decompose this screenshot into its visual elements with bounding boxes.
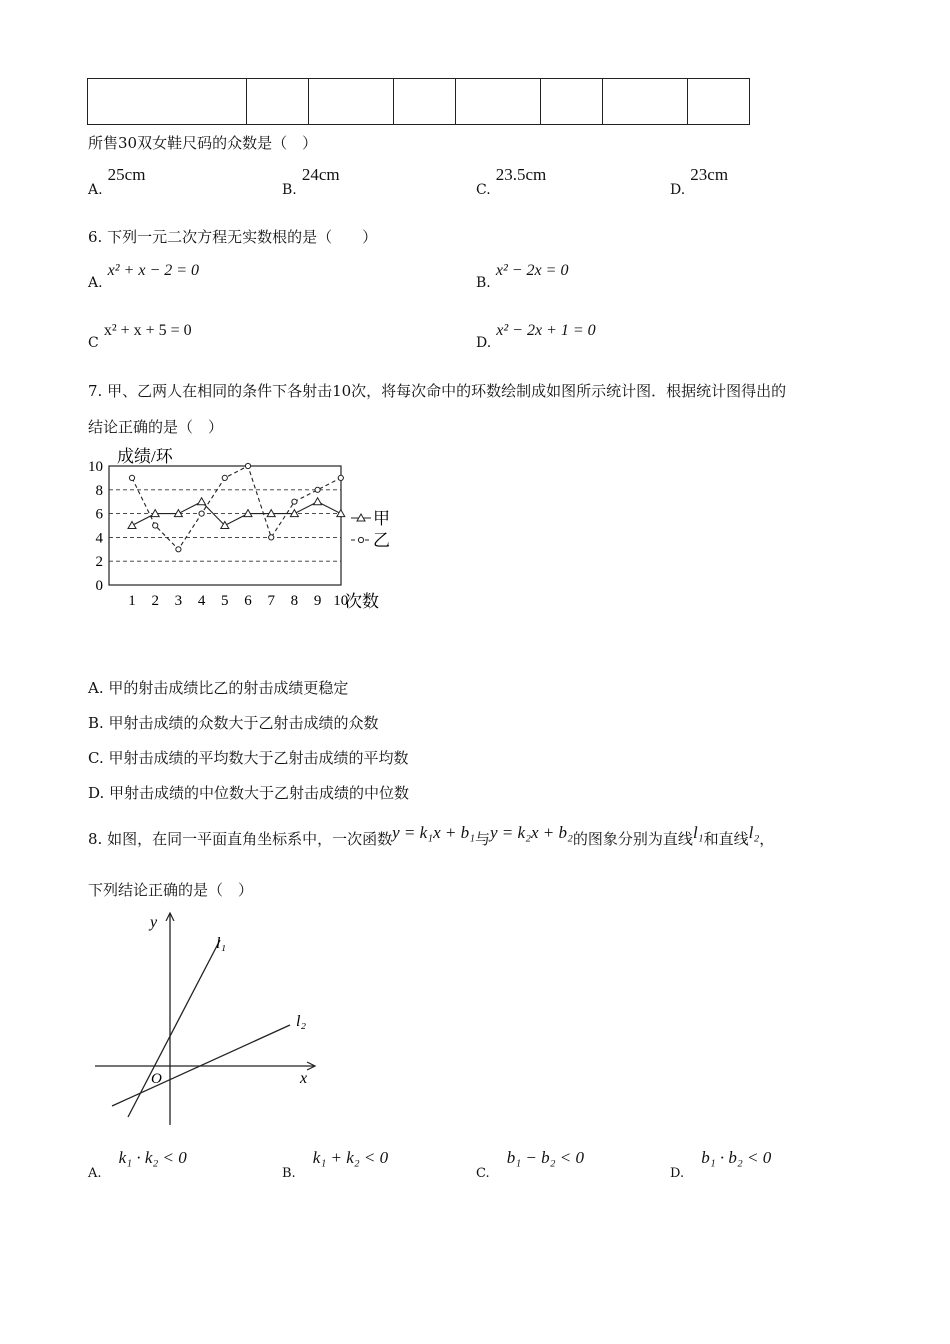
- option-text: x² − 2x = 0: [495, 262, 569, 279]
- x-tick-label: 3: [174, 593, 183, 609]
- option-label: D.: [476, 335, 492, 351]
- l2-label: l₂: [296, 1013, 307, 1030]
- x-tick-label: 2: [151, 593, 159, 609]
- option-label: C: [88, 335, 99, 351]
- q5-stem: 所售30双女鞋尺码的众数是（ ）: [88, 134, 318, 152]
- legend-label: 甲: [373, 509, 390, 528]
- q6-option-c[interactable]: [88, 320, 192, 351]
- q8-stem-mid2: 的图象分别为直线: [572, 830, 693, 848]
- option-text: x² + x + 5 = 0: [103, 322, 192, 339]
- data-point-circle: [199, 511, 204, 516]
- x-axis-label: x: [300, 1070, 308, 1087]
- y-tick-label: 6: [95, 506, 103, 523]
- q5-option-a[interactable]: [88, 165, 146, 198]
- table-cell: [247, 79, 309, 125]
- q6-option-d[interactable]: [476, 320, 596, 351]
- legend-label: 乙: [373, 531, 390, 550]
- data-point-circle: [315, 487, 320, 492]
- option-text: b₁ − b₂ < 0: [506, 1148, 584, 1167]
- l1-label: l₁: [216, 935, 227, 952]
- data-point-triangle: [128, 522, 136, 529]
- option-text: 23.5cm: [495, 165, 547, 184]
- option-text: 24cm: [301, 165, 340, 184]
- data-point-circle: [129, 475, 134, 480]
- option-text: 23cm: [690, 165, 729, 184]
- table-cell: [88, 79, 247, 125]
- x-axis-label: 次数: [345, 592, 379, 611]
- x-tick-label: 7: [267, 593, 275, 609]
- data-point-circle: [338, 475, 343, 480]
- q8-stem-mid1: 与: [475, 830, 491, 848]
- q6-option-a[interactable]: [88, 260, 200, 291]
- y-tick-label: 0: [95, 578, 103, 594]
- option-text: b₁ · b₂ < 0: [701, 1148, 772, 1167]
- table-row: [88, 79, 750, 125]
- x-tick-label: 5: [221, 593, 229, 609]
- option-text: k₁ + k₂ < 0: [312, 1148, 389, 1167]
- option-text: x² − 2x + 1 = 0: [496, 322, 596, 339]
- origin-label: O: [151, 1071, 162, 1087]
- data-point-circle: [245, 463, 250, 468]
- q8-formula-1: y = k₁x + b₁: [392, 823, 475, 842]
- series-line-2: [132, 466, 341, 549]
- y-tick-label: 8: [95, 482, 103, 499]
- y-axis-label: 成绩/环: [117, 447, 173, 466]
- q5-option-d[interactable]: [670, 165, 729, 198]
- option-label: C.: [476, 182, 491, 198]
- option-label: D.: [670, 182, 686, 198]
- option-label: B.: [282, 1166, 296, 1181]
- table-cell: [309, 79, 394, 125]
- q8-stem-pre: 8. 如图，在同一平面直角坐标系中，一次函数: [88, 830, 393, 848]
- table-cell: [541, 79, 603, 125]
- table-cell: [603, 79, 688, 125]
- data-point-circle: [176, 547, 181, 552]
- data-point-triangle: [314, 498, 322, 505]
- table-cell: [394, 79, 456, 125]
- q7-option-a[interactable]: A. 甲的射击成绩比乙的射击成绩更稳定: [88, 679, 349, 697]
- option-label: A.: [88, 1166, 102, 1181]
- y-tick-label: 10: [88, 459, 103, 475]
- q8-stem-mid3: 和直线: [703, 830, 749, 848]
- y-tick-label: 4: [95, 530, 103, 547]
- table-cell: [456, 79, 541, 125]
- q8-formula-2: y = k₂x + b₂: [490, 823, 573, 842]
- shooting-scores-chart: [85, 440, 415, 620]
- q8-line-l2: l₂: [748, 823, 760, 842]
- q8-stem-line1: [88, 818, 774, 848]
- data-point-circle: [269, 535, 274, 540]
- q8-option-a[interactable]: [88, 1148, 187, 1181]
- q8-line-l1: l₁: [692, 823, 704, 842]
- q7-option-c[interactable]: C. 甲射击成绩的平均数大于乙射击成绩的平均数: [88, 749, 409, 767]
- data-point-triangle: [337, 510, 345, 517]
- option-text: 25cm: [107, 165, 146, 184]
- option-label: B.: [476, 275, 491, 291]
- x-tick-label: 4: [197, 593, 206, 609]
- coordinate-graph: [90, 905, 330, 1135]
- q7-option-b[interactable]: B. 甲射击成绩的众数大于乙射击成绩的众数: [88, 714, 379, 732]
- option-label: B.: [282, 182, 297, 198]
- x-tick-label: 6: [244, 593, 252, 609]
- data-point-triangle: [198, 498, 206, 505]
- q7-stem-line2: 结论正确的是（ ）: [88, 418, 224, 436]
- x-tick-label: 9: [313, 593, 322, 609]
- q8-option-c[interactable]: [476, 1148, 584, 1181]
- q7-option-d[interactable]: D. 甲射击成绩的中位数大于乙射击成绩的中位数: [88, 784, 410, 802]
- q5-option-b[interactable]: [282, 165, 340, 198]
- option-label: A.: [88, 182, 103, 198]
- x-tick-label: 1: [128, 593, 136, 609]
- q8-stem-line2: 下列结论正确的是（ ）: [88, 881, 254, 899]
- option-label: A.: [88, 275, 103, 291]
- shoe-size-table: [87, 78, 750, 125]
- q8-option-d[interactable]: [670, 1148, 772, 1181]
- option-label: C.: [476, 1166, 490, 1181]
- table-cell: [688, 79, 750, 125]
- q5-option-c[interactable]: [476, 165, 547, 198]
- x-tick-label: 8: [290, 593, 299, 609]
- x-tick-label: 10: [333, 593, 349, 609]
- q6-stem: 6. 下列一元二次方程无实数根的是（ ）: [88, 228, 378, 246]
- option-text: k₁ · k₂ < 0: [118, 1148, 187, 1167]
- y-axis-label: y: [150, 914, 158, 931]
- option-label: D.: [670, 1166, 685, 1181]
- legend-marker-circle: [358, 537, 363, 542]
- data-point-circle: [222, 475, 227, 480]
- line-l1: [128, 940, 220, 1117]
- data-point-circle: [153, 523, 158, 528]
- data-point-circle: [292, 499, 297, 504]
- q6-option-b[interactable]: [476, 260, 569, 291]
- q8-stem-end: ，: [759, 830, 775, 848]
- q7-stem-line1: 7. 甲、乙两人在相同的条件下各射击10次，将每次命中的环数绘制成如图所示统计图．根据统计图得出的: [88, 382, 787, 400]
- q8-option-b[interactable]: [282, 1148, 389, 1181]
- y-tick-label: 2: [95, 554, 103, 571]
- option-text: x² + x − 2 = 0: [107, 262, 200, 279]
